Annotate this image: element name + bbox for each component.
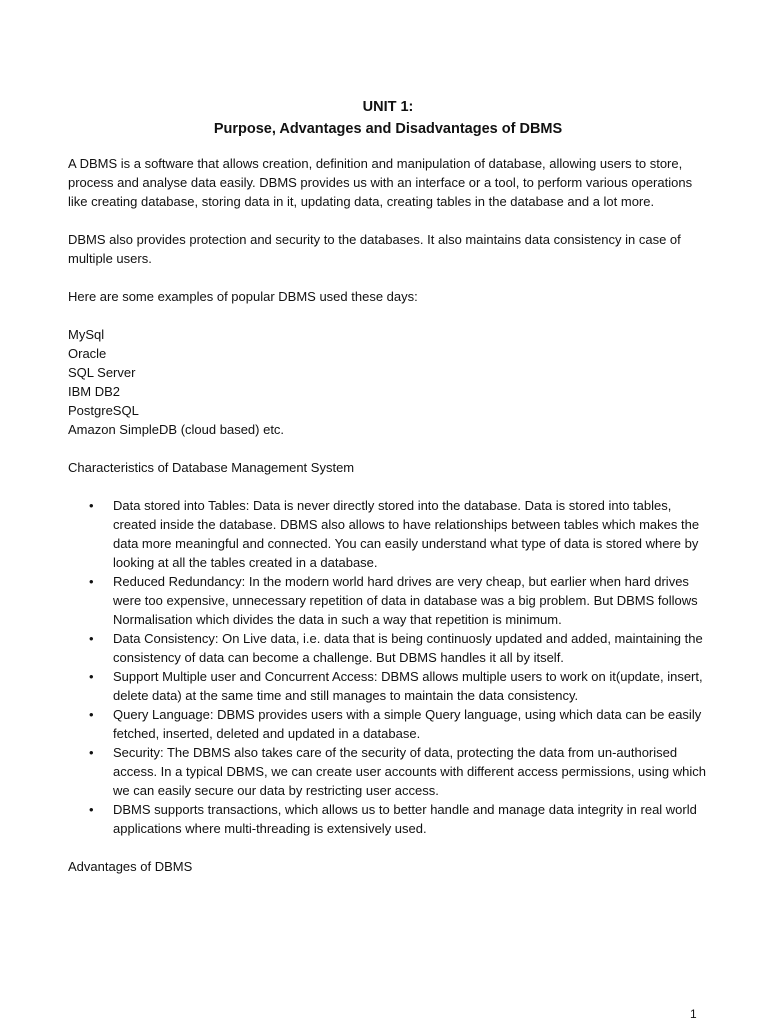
bullet-icon: •: [89, 498, 94, 513]
advantages-heading: Advantages of DBMS: [68, 859, 193, 874]
bullet-icon: •: [89, 707, 94, 722]
list-item-text: Security: The DBMS also takes care of the security of data, protecting the data from un-authorised access. In a typical DBMS, we can create user accounts with different access permissions, using which we can easily secure our data by restricting user access.: [113, 745, 706, 798]
security-paragraph: DBMS also provides protection and security to the databases. It also maintains data consistency in case of multiple users.: [68, 232, 681, 266]
list-item: [89, 705, 708, 743]
bullet-icon: •: [89, 802, 94, 817]
bullet-icon: •: [89, 745, 94, 760]
unit-heading: UNIT 1:: [362, 99, 414, 115]
document-title: Purpose, Advantages and Disadvantages of DBMS: [213, 121, 563, 137]
document-body: [68, 96, 708, 895]
characteristics-list: [68, 496, 708, 838]
list-item-text: Support Multiple user and Concurrent Access: DBMS allows multiple users to work on it(update, insert, delete data) at the same time and still manages to maintain the data consistency.: [113, 669, 703, 703]
list-item-text: Data Consistency: On Live data, i.e. data that is being continuosly updated and added, maintaining the consistency of data can become a challenge. But DBMS handles it all by itself.: [113, 631, 703, 665]
bullet-icon: •: [89, 669, 94, 684]
bullet-icon: •: [89, 574, 94, 589]
list-item: [89, 629, 708, 667]
list-item: [89, 743, 708, 800]
list-item: [89, 667, 708, 705]
dbms-examples-list: [68, 325, 708, 439]
intro-paragraph: A DBMS is a software that allows creation, definition and manipulation of database, allowing users to store, process and analyse data easily. DBMS provides us with an interface or a tool, to perform various operations like creating database, storing data in it, updating data, creating tables in the database and a lot more.: [68, 156, 693, 209]
page-number: 1: [690, 1007, 697, 1021]
examples-intro: Here are some examples of popular DBMS used these days:: [68, 289, 418, 304]
list-item-text: Reduced Redundancy: In the modern world hard drives are very cheap, but earlier when hard drives were too expensive, unnecessary repetition of data in database was a big problem. But DBMS follows Normalisation which divides the data in such a way that repetition is minimum.: [113, 574, 698, 627]
list-item: [89, 572, 708, 629]
list-item-text: Data stored into Tables: Data is never directly stored into the database. Data is stored into tables, created inside the database. DBMS also allows to have relationships between tables which makes the data more meaningful and connected. You can easily understand what type of data is stored where by looking at all the tables created in a database.: [113, 498, 700, 570]
list-item: IBM DB2: [68, 384, 121, 399]
list-item: Oracle: [68, 346, 107, 361]
characteristics-heading: Characteristics of Database Management System: [68, 460, 355, 475]
list-item: PostgreSQL: [68, 403, 139, 418]
list-item: MySql: [68, 327, 105, 342]
bullet-icon: •: [89, 631, 94, 646]
title-block: [68, 96, 708, 140]
list-item: [89, 496, 708, 572]
list-item-text: Query Language: DBMS provides users with a simple Query language, using which data can be easily fetched, inserted, deleted and updated in a database.: [113, 707, 702, 741]
list-item-text: DBMS supports transactions, which allows us to better handle and manage data integrity in real world applications where multi-threading is extensively used.: [113, 802, 697, 836]
list-item: SQL Server: [68, 365, 136, 380]
list-item: [89, 800, 708, 838]
list-item: Amazon SimpleDB (cloud based) etc.: [68, 422, 285, 437]
